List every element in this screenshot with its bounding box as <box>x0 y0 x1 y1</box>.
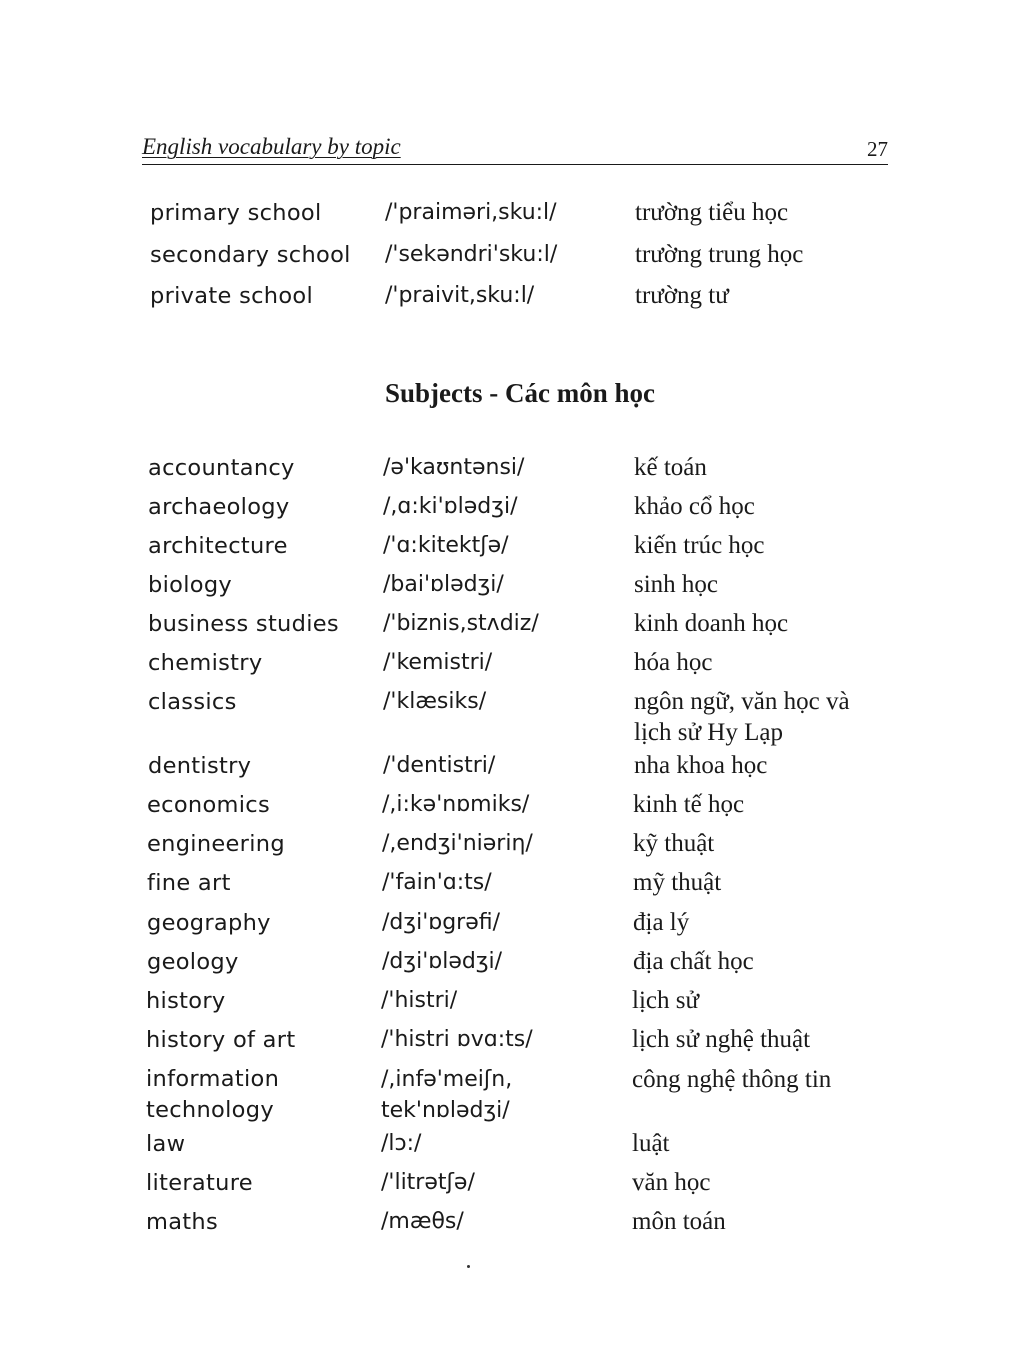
vocab-meaning: địa chất học <box>633 948 754 975</box>
vocab-row <box>0 1024 1024 1056</box>
vocab-row <box>0 1167 1024 1199</box>
vocab-row <box>0 452 1024 484</box>
vocab-row <box>0 280 1024 312</box>
vocab-ipa: /,endʒi'niəriη/ <box>382 831 533 856</box>
vocab-meaning: mỹ thuật <box>633 869 722 896</box>
vocab-word: architecture <box>148 533 288 559</box>
page-number: 27 <box>867 137 888 161</box>
vocab-word: business studies <box>148 611 339 637</box>
vocab-ipa: /'sekəndri'sku:l/ <box>385 242 558 267</box>
vocab-ipa: /,infə'meiʃn, tek'nɒlədʒi/ <box>381 1067 513 1123</box>
vocab-word: biology <box>148 572 233 598</box>
vocab-ipa: /,i:kə'nɒmiks/ <box>382 792 530 817</box>
vocab-ipa: /dʒi'ɒgrəfi/ <box>382 910 501 935</box>
vocab-meaning: khảo cổ học <box>634 493 755 520</box>
vocab-ipa: /'fain'ɑ:ts/ <box>382 870 492 895</box>
vocab-row <box>0 789 1024 821</box>
vocab-ipa: /dʒi'ɒlədʒi/ <box>382 949 503 974</box>
vocab-row <box>0 985 1024 1017</box>
vocab-ipa: /'praivit,sku:l/ <box>385 283 535 308</box>
vocab-meaning: môn toán <box>632 1208 726 1235</box>
section-title: Subjects - Các môn học <box>385 378 655 408</box>
vocab-ipa: /bai'ɒlədʒi/ <box>383 572 504 597</box>
running-header-title: English vocabulary by topic <box>142 134 401 159</box>
vocab-ipa: /mæθs/ <box>381 1209 464 1234</box>
vocab-word: secondary school <box>150 242 351 268</box>
vocab-ipa: /'ɑ:kitektʃə/ <box>383 533 509 558</box>
vocab-word: accountancy <box>148 455 295 481</box>
vocab-word: history <box>146 988 226 1014</box>
vocab-row <box>0 1128 1024 1160</box>
vocab-meaning: trường tư <box>635 282 729 309</box>
vocab-row <box>0 686 1024 746</box>
vocab-meaning: địa lý <box>633 909 690 936</box>
vocab-ipa: /,ɑ:ki'ɒlədʒi/ <box>383 494 518 519</box>
vocab-meaning: kế toán <box>634 454 707 481</box>
vocab-meaning: công nghệ thông tin <box>632 1066 832 1093</box>
vocab-word: maths <box>146 1209 219 1235</box>
vocab-ipa: /lɔ:/ <box>381 1131 422 1156</box>
vocab-row <box>0 647 1024 679</box>
vocab-meaning: kinh doanh học <box>634 610 789 637</box>
vocab-meaning: luật <box>632 1130 670 1157</box>
vocab-row <box>0 946 1024 978</box>
vocab-word: law <box>146 1131 186 1157</box>
vocab-row <box>0 828 1024 860</box>
vocab-ipa: /'klæsiks/ <box>383 689 487 714</box>
vocab-word: classics <box>148 689 237 715</box>
vocab-row <box>0 750 1024 782</box>
vocab-ipa: /'dentistri/ <box>383 753 496 778</box>
vocab-word: economics <box>147 792 270 818</box>
vocab-row <box>0 197 1024 229</box>
vocab-meaning: trường tiểu học <box>635 199 789 226</box>
vocab-ipa: /'histri ɒvɑ:ts/ <box>381 1027 533 1052</box>
vocab-word: fine art <box>147 870 231 896</box>
vocab-ipa: /'kemistri/ <box>383 650 493 675</box>
vocab-meaning: kinh tế học <box>633 791 745 818</box>
vocab-word: information technology <box>146 1066 280 1123</box>
vocab-meaning: sinh học <box>634 571 719 598</box>
vocab-row <box>0 907 1024 939</box>
vocab-word: chemistry <box>148 650 263 676</box>
vocab-meaning: ngôn ngữ, văn học và lịch sử Hy Lạp <box>634 688 850 746</box>
print-speck <box>467 1265 470 1268</box>
vocab-word: engineering <box>147 831 285 857</box>
vocab-word: literature <box>146 1170 253 1196</box>
vocab-word: primary school <box>150 200 322 226</box>
vocab-word: archaeology <box>148 494 290 520</box>
vocab-meaning: văn học <box>632 1169 711 1196</box>
vocab-row <box>0 867 1024 899</box>
vocab-word: geography <box>147 910 271 936</box>
vocab-word: dentistry <box>148 753 252 779</box>
vocab-meaning: nha khoa học <box>634 752 768 779</box>
vocab-row <box>0 1064 1024 1123</box>
vocab-row <box>0 491 1024 523</box>
vocab-meaning: kỹ thuật <box>633 830 715 857</box>
vocab-meaning: trường trung học <box>635 241 804 268</box>
vocab-meaning: lịch sử nghệ thuật <box>632 1026 811 1053</box>
vocab-word: geology <box>147 949 239 975</box>
vocab-meaning: lịch sử <box>632 987 700 1014</box>
vocab-meaning: hóa học <box>634 649 713 676</box>
vocab-row <box>0 1206 1024 1238</box>
vocab-row <box>0 569 1024 601</box>
vocab-ipa: /'praiməri,sku:l/ <box>385 200 557 225</box>
vocab-word: history of art <box>146 1027 296 1053</box>
vocab-ipa: /'biznis,stʌdiz/ <box>383 611 539 636</box>
vocab-row <box>0 530 1024 562</box>
vocab-ipa: /'histri/ <box>381 988 458 1013</box>
vocab-word: private school <box>150 283 314 309</box>
vocab-meaning: kiến trúc học <box>634 532 765 559</box>
vocab-ipa: /ə'kaʊntənsi/ <box>383 455 525 480</box>
page-header <box>142 134 888 165</box>
vocab-row <box>0 608 1024 640</box>
vocab-row <box>0 239 1024 271</box>
vocab-ipa: /'litrətʃə/ <box>381 1170 475 1195</box>
